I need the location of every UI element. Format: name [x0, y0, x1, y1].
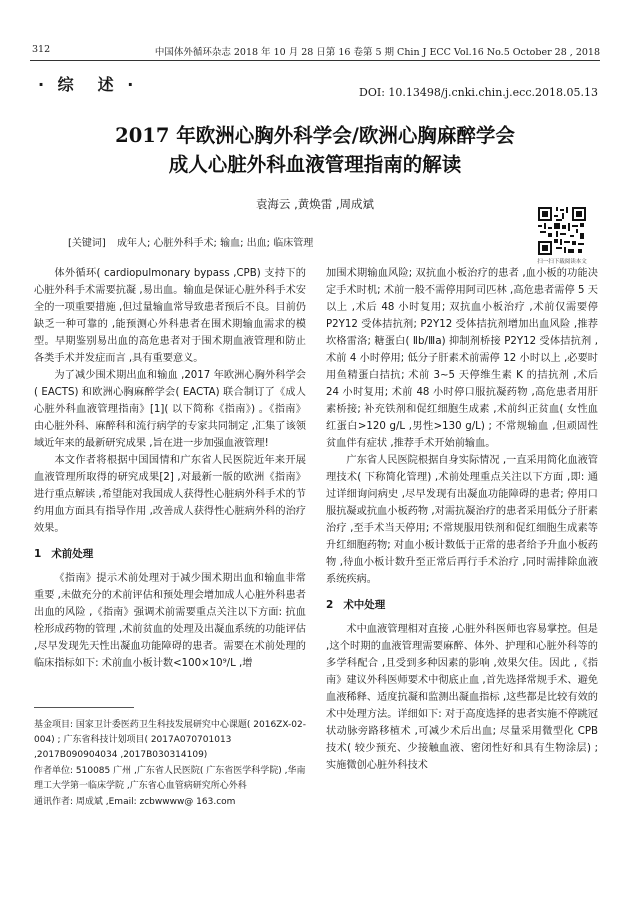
paragraph: 《指南》提示术前处理对于减少围术期出血和输血非常重要 ,未做充分的术前评估和预处理会增加成人心脏外科患者出血的风险 ,《指南》强调术前需要重点关注以下方面: 抗血栓形成药物的管理 ,术前贫血的处理及出凝血系统的功能评估 ,尽早发现先天性出凝血功能障碍的患者。需要在术前处理的临床指标如下: 术前血小板计数<100×10⁹/L ,增: [34, 573, 306, 669]
footnote-correspondence[interactable]: 通讯作者: 周成斌 ,Email: zcbwwww@ 163.com: [34, 797, 236, 807]
footnotes: [34, 718, 312, 811]
authors: 袁海云 ,黄焕雷 ,周成斌: [255, 197, 375, 211]
paragraph: 广东省人民医院根据自身实际情况 ,一直采用简化血液管理技术( 下称简化管理) ,术前处理重点关注以下方面 ,即: 通过详细询问病史 ,尽早发现有出凝血功能障碍的患者; 停用口服抗凝或抗血小板药物 ,对需抗凝治疗的患者采用低分子肝素治疗 ,至手术当天停用; 不常规服用铁剂和促红细胞生成素等升红细胞药物; 对血小板计数低于正常的患者给予升血小板药物 ,待血小板计数升至正常后再行手术治疗 ,同时需排除血液系统疾病。: [326, 455, 598, 585]
footnote-affiliation: 作者单位: 510085 广州 ,广东省人民医院( 广东省医学科学院) ,华南理工大学第一临床学院 ,广东省心血管病研究所心外科: [34, 766, 306, 791]
doi[interactable]: DOI: 10.13498/j.cnki.chin.j.ecc.2018.05.13: [359, 86, 598, 99]
footnote-rule: [34, 707, 134, 708]
keywords-label: [关键词]: [68, 238, 106, 249]
header-rule: [30, 60, 600, 61]
page-number: 312: [32, 44, 51, 55]
paragraph: 体外循环( cardiopulmonary bypass ,CPB) 支持下的心脏外科手术需要抗凝 ,易出血。输血是保证心脏外科手术安全的一项重要措施 ,但过量输血常导致患者预后不良。目前仍缺乏一种可靠的 ,能预测心外科患者在围术期输血需求的模型。早期鉴别易出血的高危患者对于围术期血液管理和防止各类手术并发症而言 ,具有重要意义。: [34, 268, 306, 364]
left-column: [34, 265, 306, 672]
section-title: 术中处理: [343, 599, 386, 611]
right-column: [326, 265, 598, 774]
section-tag: · 综 述 ·: [38, 75, 138, 94]
section-title: 术前处理: [51, 548, 94, 560]
paragraph: 本文作者将根据中国国情和广东省人民医院近年来开展血液管理所取得的研究成果[2] ,对最新一版的欧洲《指南》进行重点解读 ,希望能对我国成人获得性心脏病外科手术的节约用血方面具有指导作用 ,改善成人获得性心脏病外科的治疗效果。: [34, 455, 306, 534]
paragraph: 术中血液管理相对直接 ,心脏外科医师也容易掌控。但是 ,这个时期的血液管理需要麻醉、体外、护理和心脏外科等的多学科配合 ,且受到多种因素的影响 ,效果欠佳。因此 ,《指南》建议外科医师要术中彻底止血 ,首先选择常规手术、避免血液稀释、适度抗凝和监测出凝血指标 ,这些都是比较有效的术中处理方法。详细如下: 对于高度选择的患者实施不停跳冠状动脉旁路移植术 ,可减少术后出血; 尽量采用微型化 CPB 技术( 较少预充、少接触血液、密闭性好和具有生物涂层) ; 实施微创心脏外科技术: [326, 624, 598, 771]
qr-caption: 扫一扫下载阅读本文: [537, 259, 587, 265]
keywords: [68, 234, 313, 249]
paragraph: 加围术期输血风险; 双抗血小板治疗的患者 ,血小板的功能决定手术时机; 术前一般不需停用阿司匹林 ,高危患者需停 5 天以上 ,术后 48 小时复用; 双抗血小板治疗 ,术前仅需要停 P2Y12 受体拮抗剂; P2Y12 受体拮抗剂增加出血风险 ,推荐坎格雷洛; 糖蛋白( Ⅱb/Ⅲa) 抑制剂桥接 P2Y12 受体拮抗剂 ,术前 4 小时停用; 低分子肝素术前需停 12 小时以上 ,必要时用鱼精蛋白拮抗; 术前 3~5 天停维生素 K 的拮抗剂 ,术后 24 小时复用; 术前 48 小时停口服抗凝药物 ,高危患者用肝素桥接; 补充铁剂和促红细胞生成素 ,术前纠正贫血( 女性血红蛋白>120 g/L ,男性>130 g/L) ; 不常规输血 ,但顽固性贫血伴有症状 ,推荐手术开始前输血。: [326, 268, 598, 449]
section-heading-2: [326, 597, 598, 614]
section-number: 2: [326, 599, 334, 611]
section-number: 1: [34, 548, 42, 560]
paragraph: 为了减少围术期出血和输血 ,2017 年欧洲心胸外科学会( EACTS) 和欧洲心胸麻醉学会( EACTA) 联合制订了《成人心脏外科血液管理指南》[1]( 以下简称《指南》) 。《指南》由心脏外科、麻醉科和流行病学的专家共同制定 ,汇集了该领域近年来的最新研究成果 ,旨在进一步加强血液管理!: [34, 370, 306, 449]
keywords-text: 成年人; 心脏外科手术; 输血; 出血; 临床管理: [117, 238, 314, 249]
article-title-line-2: 成人心脏外科血液管理指南的解读: [168, 153, 462, 176]
section-heading-1: [34, 546, 306, 563]
qr-code-icon[interactable]: [538, 207, 586, 255]
journal-running-header: 中国体外循环杂志 2018 年 10 月 28 日第 16 卷第 5 期 Chin J ECC Vol.16 No.5 October 28 , 2018: [154, 47, 600, 58]
article-title-line-1: 2017 年欧洲心胸外科学会/欧洲心胸麻醉学会: [115, 124, 515, 147]
footnote-funding: 基金项目: 国家卫计委医药卫生科技发展研究中心课题( 2016ZX-02-004) ; 广东省科技计划项目( 2017A070701013 ,2017B090904034 ,2017B030314109): [34, 720, 307, 760]
